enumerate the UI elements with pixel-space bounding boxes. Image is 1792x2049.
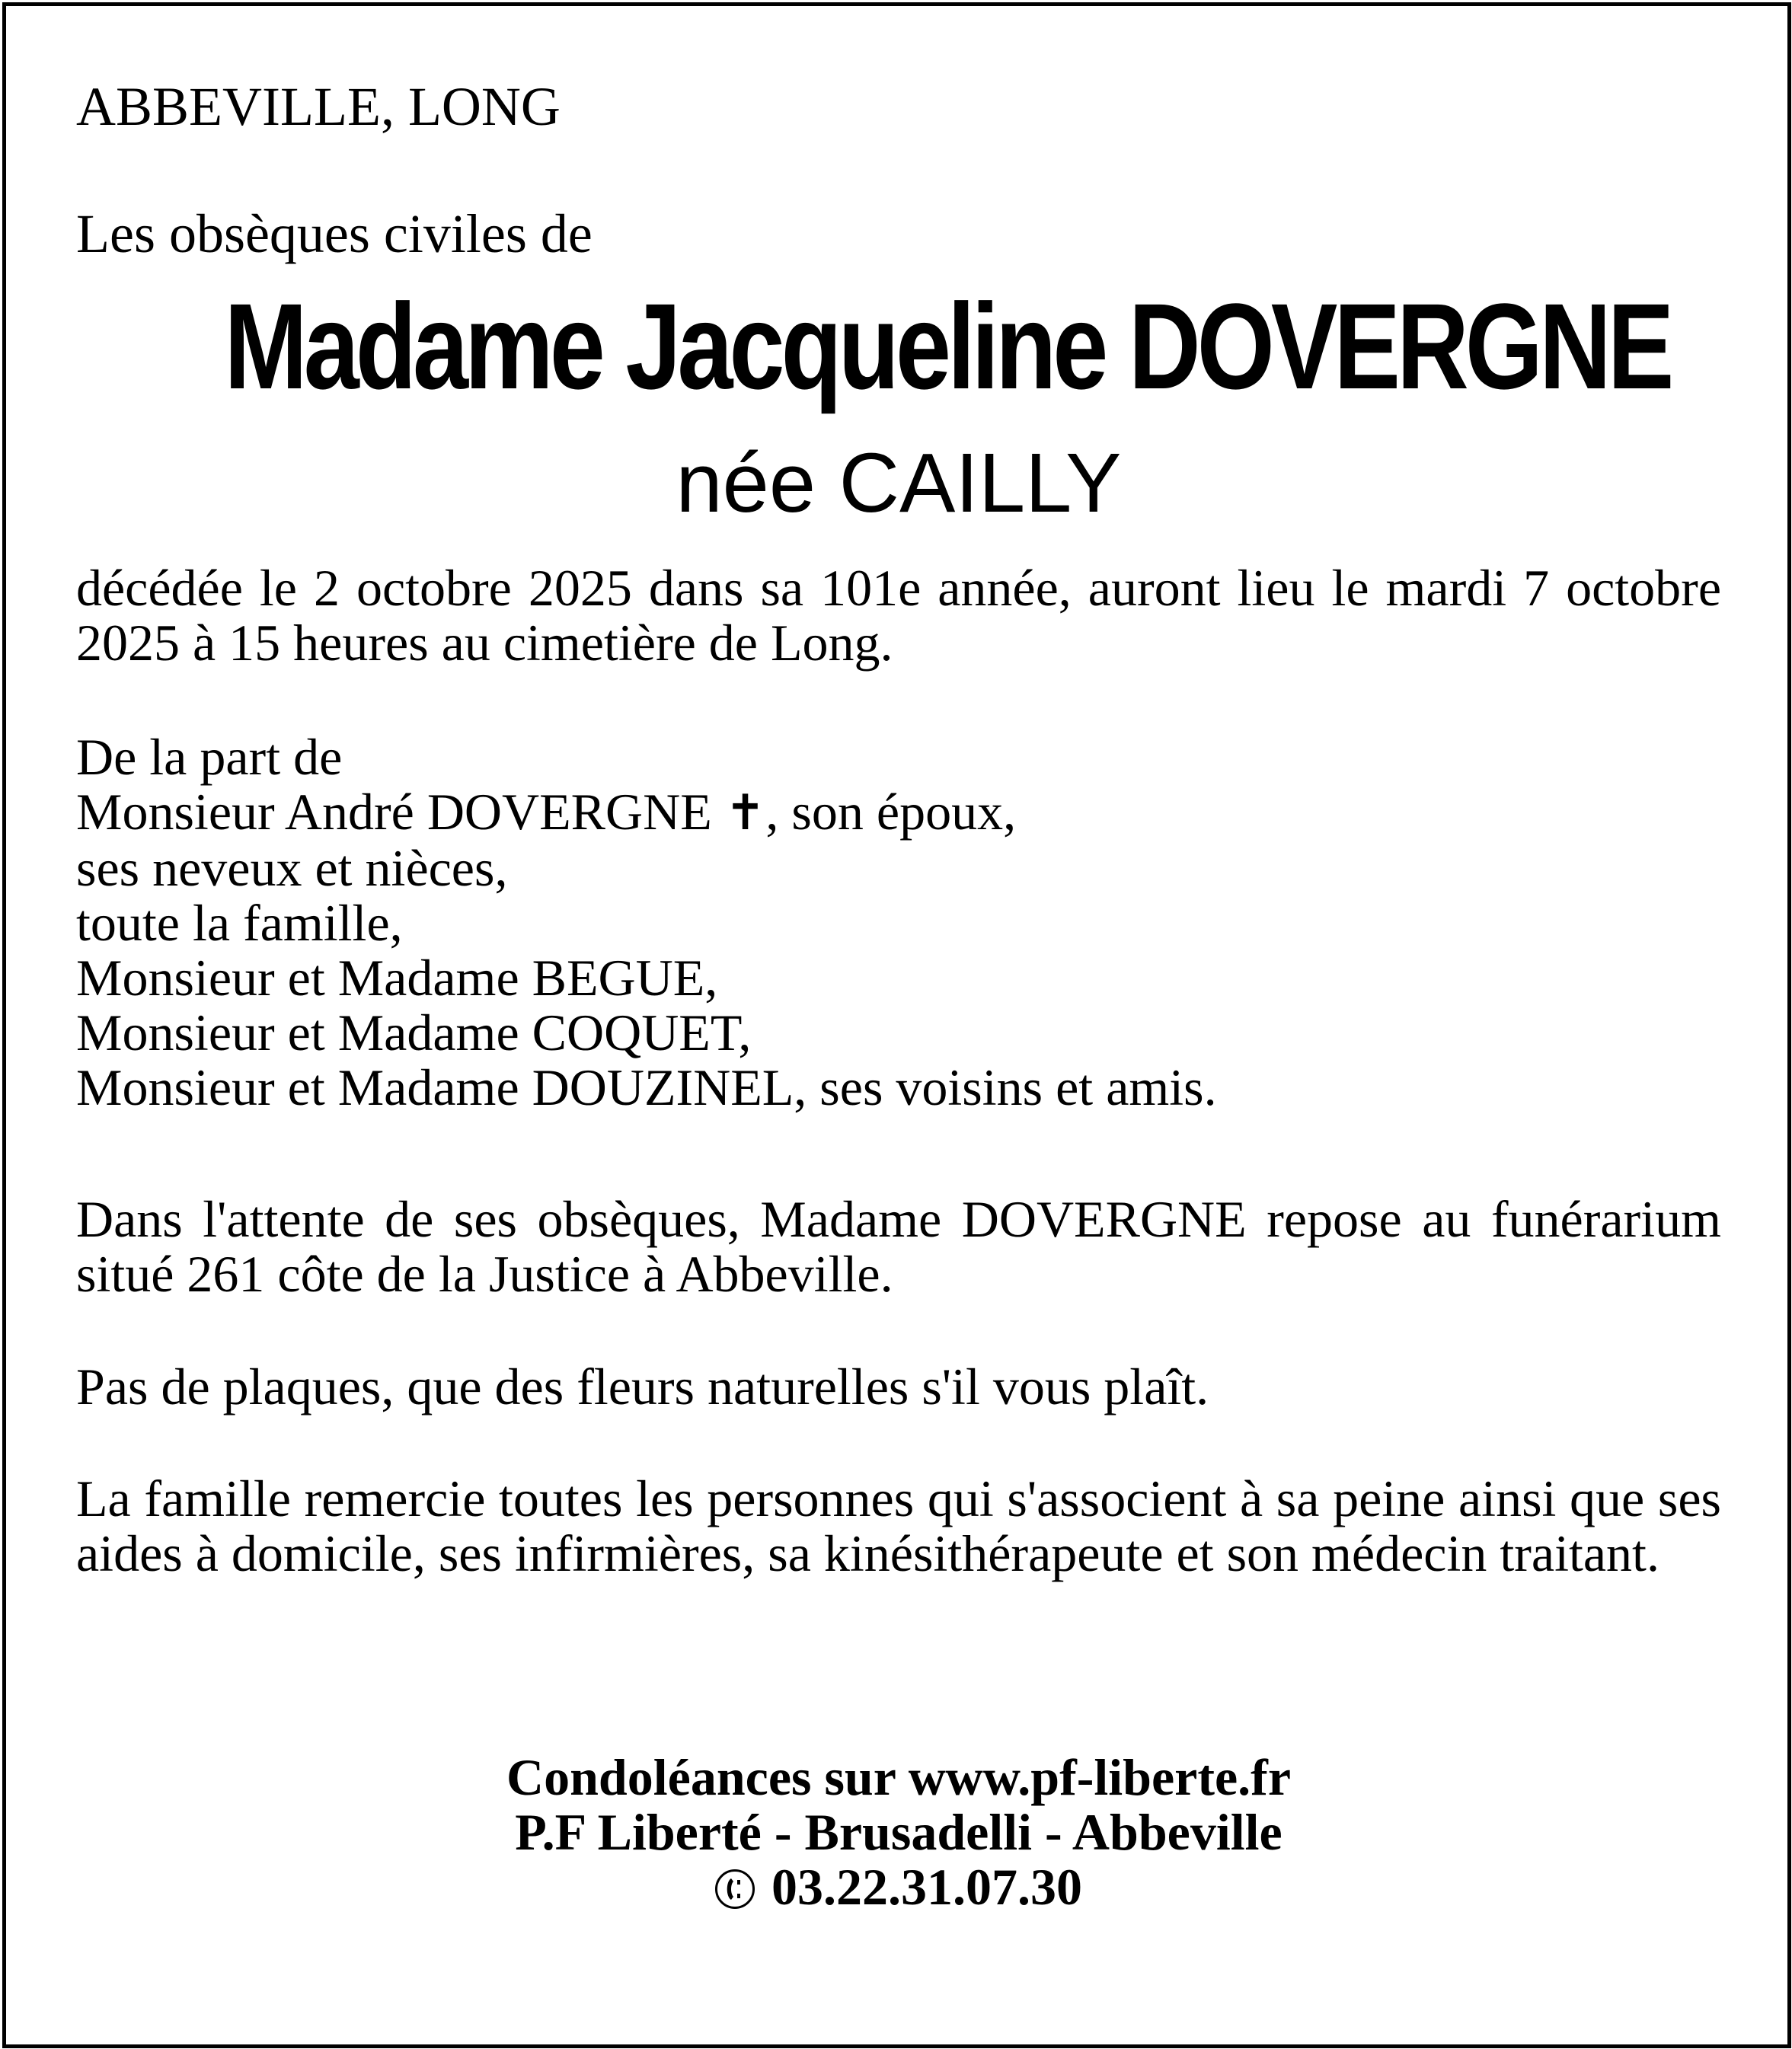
family-line: Monsieur et Madame COQUET, [76, 1004, 752, 1061]
thanks-note: La famille remercie toutes les personnes qui s'associent à sa peine ainsi que ses aides à domicile, ses infirmières, sa kinésithérapeute et son médecin traitant. [76, 1470, 1721, 1582]
notice-frame [2, 2, 1791, 2048]
cross-icon: ✝ [724, 785, 766, 841]
spouse-name: Monsieur André DOVERGNE [76, 783, 712, 841]
maiden-name: née CAILLY [676, 436, 1122, 530]
phone-line [76, 1859, 1721, 1914]
family-line: ses neveux et nièces, [76, 839, 508, 897]
family-list [76, 729, 1721, 1115]
family-line: Monsieur et Madame DOUZINEL, ses voisins et amis. [76, 1058, 1217, 1116]
family-spouse-line [76, 784, 1721, 841]
rest-place: Dans l'attente de ses obsèques, Madame DOVERGNE repose au funérarium situé 261 côte de la Justice à Abbeville. [76, 1190, 1721, 1303]
family-line: Monsieur et Madame BEGUE, [76, 949, 718, 1007]
intro-line: Les obsèques civiles de [76, 203, 593, 264]
phone-number: 03.22.31.07.30 [771, 1858, 1082, 1916]
family-heading: De la part de [76, 728, 343, 786]
condolences-link[interactable]: Condoléances sur www.pf-liberte.fr [506, 1748, 1291, 1806]
locality: ABBEVILLE, LONG [76, 76, 561, 137]
death-details: décédée le 2 octobre 2025 dans sa 101e année, auront lieu le mardi 7 octobre 2025 à 15 heures au cimetière de Long. [76, 559, 1721, 672]
phone-icon [715, 1869, 755, 1909]
funeral-home: P.F Liberté - Brusadelli - Abbeville [515, 1803, 1283, 1861]
deceased-name: Madame Jacqueline DOVERGNE [224, 278, 1671, 414]
spouse-role: , son époux, [765, 783, 1017, 841]
flowers-note: Pas de plaques, que des fleurs naturelles s'il vous plaît. [76, 1358, 1209, 1415]
footer [76, 1750, 1721, 1914]
family-line: toute la famille, [76, 894, 403, 952]
